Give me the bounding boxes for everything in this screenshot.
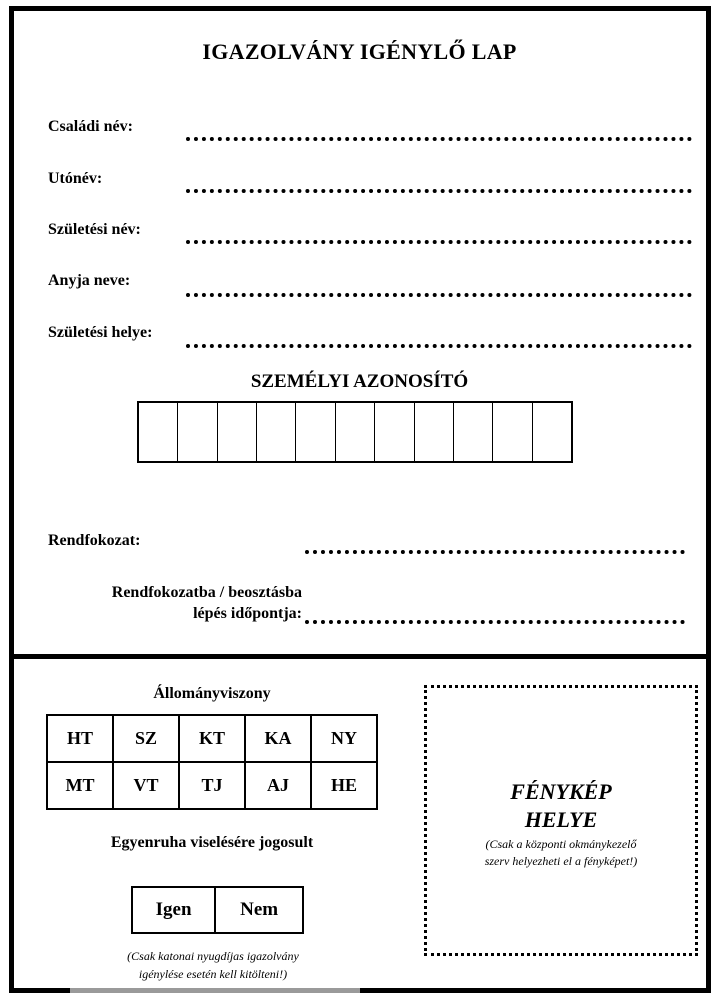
status-cell-vt[interactable]: VT [113,762,179,809]
field-line-birth-place[interactable] [186,344,692,348]
personal-id-grid [137,401,573,463]
field-line-mother-name[interactable] [186,293,692,297]
status-cell-he[interactable]: HE [311,762,377,809]
personal-id-cell[interactable] [336,403,375,461]
uniform-title: Egyenruha viselésére jogosult [110,834,314,851]
status-cell-ht[interactable]: HT [47,715,113,762]
field-line-birth-name[interactable] [186,240,692,244]
personal-id-cell[interactable] [493,403,532,461]
personal-id-cell[interactable] [178,403,217,461]
rank-date-label-line1: Rendfokozatba / beosztásba [111,584,302,601]
photo-note-line2: szerv helyezheti el a fényképet!) [484,854,638,868]
status-row [47,762,377,809]
personal-id-cell[interactable] [139,403,178,461]
field-label-family-name: Családi név: [48,118,133,135]
photo-note-line1: (Csak a központi okmánykezelő [485,837,637,851]
personal-id-cell[interactable] [375,403,414,461]
field-label-given-name: Utónév: [48,170,103,187]
field-line-family-name[interactable] [186,137,692,141]
uniform-yes-cell[interactable]: Igen [132,887,215,933]
rank-date-line[interactable] [305,620,685,624]
uniform-note-line1: (Csak katonai nyugdíjas igazolvány [127,949,299,963]
section-divider [9,654,711,659]
personal-id-cell[interactable] [218,403,257,461]
status-cell-tj[interactable]: TJ [179,762,245,809]
status-cell-mt[interactable]: MT [47,762,113,809]
photo-placeholder[interactable] [424,685,698,956]
field-label-mother-name: Anyja neve: [48,272,131,289]
status-cell-ny[interactable]: NY [311,715,377,762]
field-line-given-name[interactable] [186,189,692,193]
personal-id-title: SZEMÉLYI AZONOSÍTÓ [250,371,469,392]
rank-date-label-line2: lépés időpontja: [193,605,302,622]
rank-label: Rendfokozat: [48,532,141,549]
field-label-birth-place: Születési helye: [48,324,153,341]
personal-id-cell[interactable] [415,403,454,461]
personal-id-cell[interactable] [296,403,335,461]
form-title: IGAZOLVÁNY IGÉNYLŐ LAP [202,39,517,64]
uniform-choice-table [131,886,304,934]
personal-id-cell[interactable] [454,403,493,461]
status-title: Állományviszony [153,685,271,702]
photo-title [427,778,695,834]
status-cell-ka[interactable]: KA [245,715,311,762]
photo-note [427,836,695,870]
uniform-note-line2: igénylése esetén kell kitölteni!) [138,967,288,981]
personal-id-cell[interactable] [533,403,571,461]
rank-line[interactable] [305,550,685,554]
photo-title-line2: HELYE [524,807,598,832]
field-label-birth-name: Születési név: [48,221,141,238]
status-cell-kt[interactable]: KT [179,715,245,762]
uniform-no-cell[interactable]: Nem [215,887,303,933]
bottom-shade [70,988,360,993]
rank-date-label [40,582,302,624]
uniform-note [80,947,346,983]
status-table [46,714,378,810]
status-row [47,715,377,762]
personal-id-cell[interactable] [257,403,296,461]
status-cell-aj[interactable]: AJ [245,762,311,809]
photo-title-line1: FÉNYKÉP [510,779,612,804]
uniform-choice-row [132,887,303,933]
status-cell-sz[interactable]: SZ [113,715,179,762]
